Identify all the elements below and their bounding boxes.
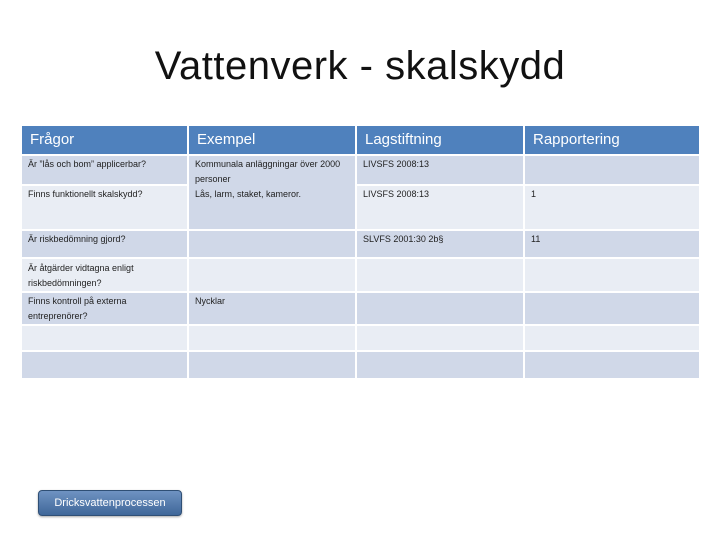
- table-cell: [525, 156, 699, 186]
- table-cell: 11: [525, 231, 699, 259]
- table-row: [22, 293, 699, 326]
- header-lagstiftning: Lagstiftning: [357, 126, 525, 156]
- table-cell: [189, 231, 357, 259]
- table-row: [22, 352, 699, 380]
- header-exempel: Exempel: [189, 126, 357, 156]
- table-cell: [189, 352, 357, 380]
- skalskydd-table: [22, 126, 699, 380]
- dricksvattenprocessen-button[interactable]: Dricksvattenprocessen: [38, 490, 182, 516]
- table-cell: [357, 326, 525, 352]
- table-cell: SLVFS 2001:30 2b§: [357, 231, 525, 259]
- table-cell: Nycklar: [189, 293, 357, 326]
- table-cell: [189, 326, 357, 352]
- table-cell: [525, 293, 699, 326]
- example-text: Lås, larm, staket, kameror.: [195, 189, 302, 199]
- header-fragor: Frågor: [22, 126, 189, 156]
- table-row: [22, 156, 699, 186]
- example-text: Kommunala anläggningar över 2000 personer: [195, 159, 341, 184]
- table-cell: [525, 326, 699, 352]
- table-header-row: [22, 126, 699, 156]
- table-cell: [22, 326, 189, 352]
- table-row: [22, 231, 699, 259]
- table-cell: [525, 352, 699, 380]
- table-cell: 1: [525, 186, 699, 231]
- table-cell: Är åtgärder vidtagna enligt riskbedömningen?: [22, 259, 189, 293]
- table-cell: Är riskbedömning gjord?: [22, 231, 189, 259]
- table-row: [22, 326, 699, 352]
- table-cell: [525, 259, 699, 293]
- table-cell: [357, 352, 525, 380]
- table-row: [22, 186, 699, 231]
- table-cell: [22, 352, 189, 380]
- table-cell: LIVSFS 2008:13: [357, 156, 525, 186]
- table-cell: Finns kontroll på externa entreprenörer?: [22, 293, 189, 326]
- table-cell: [357, 293, 525, 326]
- table-cell: Finns funktionellt skalskydd?: [22, 186, 189, 231]
- table-cell: Är ”lås och bom” applicerbar?: [22, 156, 189, 186]
- header-rapportering: Rapportering: [525, 126, 699, 156]
- table-row: [22, 259, 699, 293]
- page-title: Vattenverk - skalskydd: [154, 44, 566, 88]
- table-cell: LIVSFS 2008:13: [357, 186, 525, 231]
- table-cell: [357, 259, 525, 293]
- table-cell: [189, 156, 357, 231]
- table-cell: [189, 259, 357, 293]
